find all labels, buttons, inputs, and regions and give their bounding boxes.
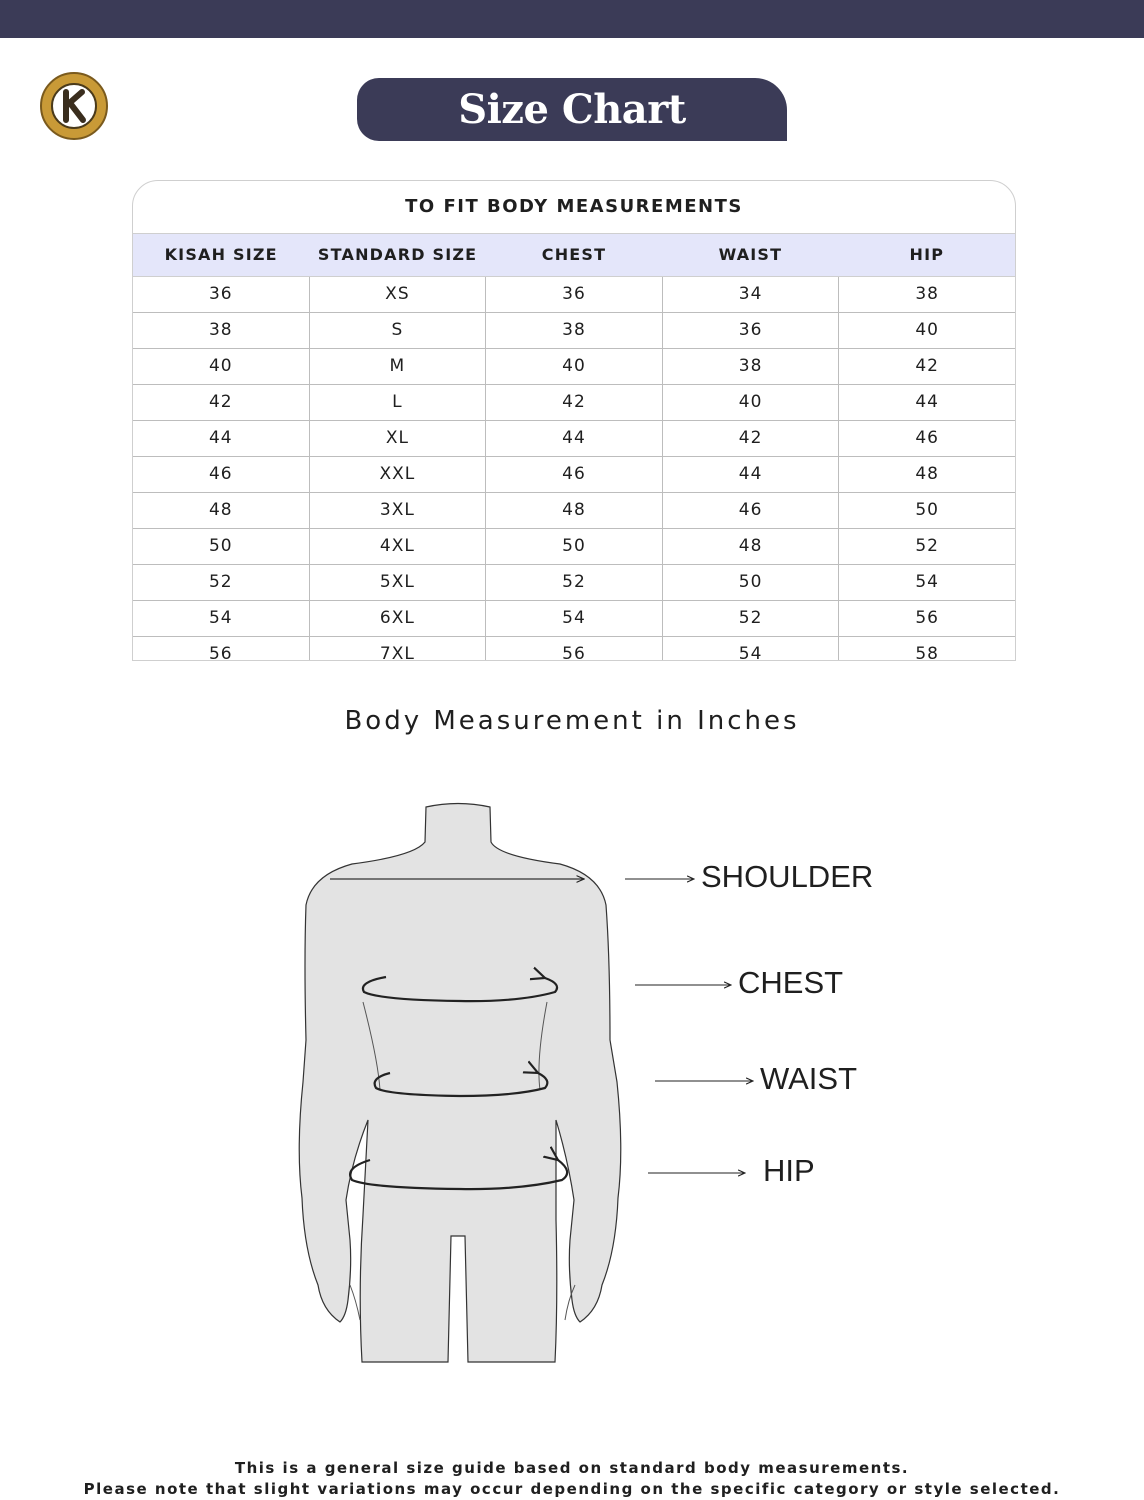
cell-kisah-size: 40 — [133, 349, 310, 384]
cell-chest: 46 — [486, 457, 663, 492]
cell-standard-size: XXL — [310, 457, 487, 492]
footer-line-2: Please note that slight variations may occur depending on the specific category or style selected. — [83, 1480, 1061, 1498]
cell-kisah-size: 38 — [133, 313, 310, 348]
cell-chest: 36 — [486, 277, 663, 312]
cell-kisah-size: 52 — [133, 565, 310, 600]
cell-hip: 50 — [915, 500, 939, 520]
cell-standard-size: XL — [310, 421, 487, 456]
cell-kisah-size: 56 — [133, 637, 310, 661]
cell-waist: 38 — [663, 349, 840, 384]
cell-chest: 48 — [486, 493, 663, 528]
cell-kisah-size: 42 — [133, 385, 310, 420]
cell-waist: 50 — [663, 565, 840, 600]
cell-hip: 58 — [915, 644, 939, 661]
cell-kisah-size: 36 — [133, 277, 310, 312]
cell-hip: 46 — [915, 428, 939, 448]
cell-chest: 52 — [486, 565, 663, 600]
cell-standard-size: 4XL — [310, 529, 487, 564]
cell-waist: 54 — [663, 637, 840, 661]
cell-hip: 48 — [915, 464, 939, 484]
cell-standard-size: 5XL — [310, 565, 487, 600]
cell-kisah-size: 46 — [133, 457, 310, 492]
cell-kisah-size: 50 — [133, 529, 310, 564]
cell-chest: 54 — [486, 601, 663, 636]
cell-kisah-size: 54 — [133, 601, 310, 636]
cell-standard-size: 3XL — [310, 493, 487, 528]
label-hip: HIP — [763, 1153, 815, 1188]
footer-note — [0, 1458, 1144, 1500]
cell-waist: 42 — [663, 421, 840, 456]
cell-chest: 42 — [486, 385, 663, 420]
cell-kisah-size: 48 — [133, 493, 310, 528]
cell-hip: 42 — [915, 356, 939, 376]
label-shoulder: SHOULDER — [701, 859, 874, 894]
cell-waist: 34 — [663, 277, 840, 312]
mannequin-silhouette — [299, 804, 621, 1363]
cell-hip: 44 — [915, 392, 939, 412]
cell-waist: 44 — [663, 457, 840, 492]
label-waist: WAIST — [760, 1061, 858, 1096]
cell-waist: 52 — [663, 601, 840, 636]
label-chest: CHEST — [738, 965, 844, 1000]
cell-waist: 46 — [663, 493, 840, 528]
cell-hip: 52 — [915, 536, 939, 556]
col-kisah-size: KISAH SIZE — [164, 245, 278, 264]
measurement-heading: Body Measurement in Inches — [344, 706, 800, 736]
cell-chest: 56 — [486, 637, 663, 661]
cell-waist: 48 — [663, 529, 840, 564]
cell-standard-size: 6XL — [310, 601, 487, 636]
col-chest: CHEST — [541, 245, 607, 264]
table-caption: TO FIT BODY MEASUREMENTS — [133, 181, 1015, 234]
col-hip: HIP — [909, 245, 945, 264]
cell-standard-size: XS — [310, 277, 487, 312]
cell-hip: 54 — [915, 572, 939, 592]
cell-chest: 40 — [486, 349, 663, 384]
cell-chest: 50 — [486, 529, 663, 564]
cell-hip: 40 — [915, 320, 939, 340]
cell-hip: 38 — [915, 284, 939, 304]
cell-hip: 56 — [915, 608, 939, 628]
cell-standard-size: 7XL — [310, 637, 487, 661]
cell-standard-size: L — [310, 385, 487, 420]
col-waist: WAIST — [718, 245, 783, 264]
cell-chest: 38 — [486, 313, 663, 348]
footer-line-1: This is a general size guide based on standard body measurements. — [234, 1459, 910, 1477]
cell-waist: 40 — [663, 385, 840, 420]
cell-waist: 36 — [663, 313, 840, 348]
col-standard-size: STANDARD SIZE — [317, 245, 478, 264]
cell-standard-size: S — [310, 313, 487, 348]
cell-chest: 44 — [486, 421, 663, 456]
cell-standard-size: M — [310, 349, 487, 384]
cell-kisah-size: 44 — [133, 421, 310, 456]
page-title: Size Chart — [458, 86, 686, 133]
